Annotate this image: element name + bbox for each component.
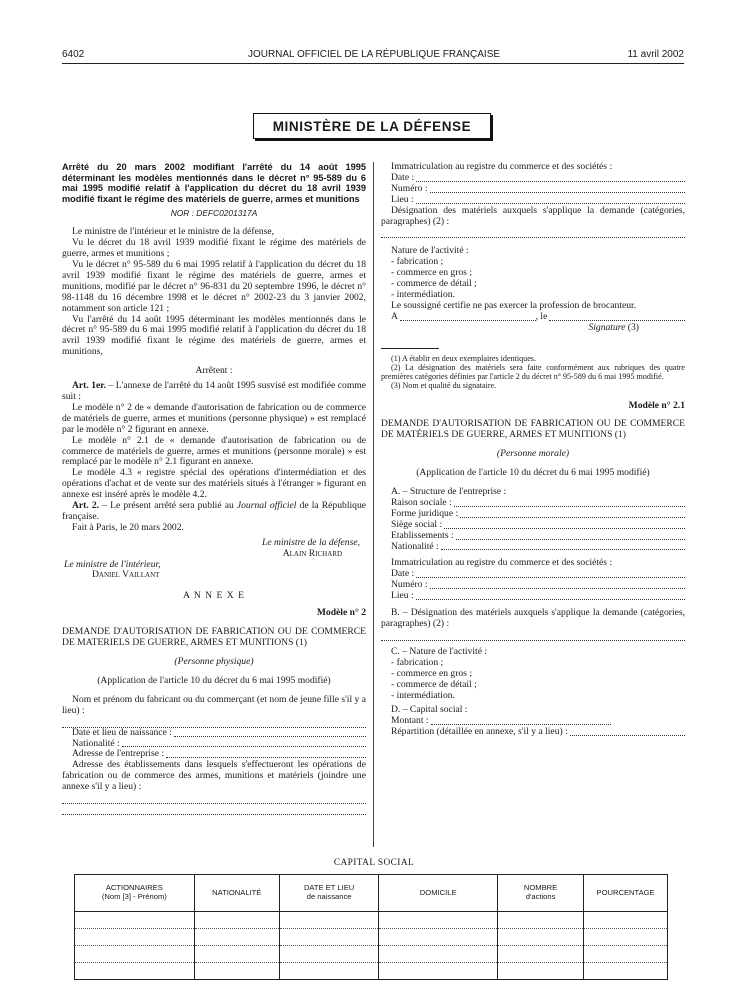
- form-2-1-nationalite-field: [441, 549, 685, 550]
- form-2-date-label: Date :: [391, 171, 415, 183]
- form-2-1-date-label: Date :: [391, 568, 415, 580]
- form-2-activite-gros: - commerce en gros ;: [391, 267, 472, 279]
- form-2-1-structure-label: A. – Structure de l'entreprise :: [391, 486, 507, 498]
- footnote-3: (3) Nom et qualité du signataire.: [391, 381, 497, 391]
- form-2-nationalite-label: Nationalité :: [72, 737, 120, 749]
- fait-a-paris: Fait à Paris, le 20 mars 2002.: [72, 521, 184, 533]
- form-2-1-raison-label: Raison sociale :: [391, 496, 452, 508]
- article-1-label: Art. 1er.: [72, 380, 107, 392]
- form-2-numero-label: Numéro :: [391, 182, 428, 194]
- form-2-1-montant-field: [431, 724, 611, 725]
- form-2-1-designation-label: B. – Désignation des matériels auxquels s'applique la demande (catégories, paragraphes) (2) :: [381, 607, 685, 629]
- article-1: Art. 1er. – L'annexe de l'arrêté du 14 août 1995 susvisé est modifiée comme suit :: [62, 380, 366, 402]
- form-2-1-activite-fabrication: - fabrication ;: [391, 656, 444, 668]
- form-2-activite-fabrication: - fabrication ;: [391, 256, 444, 268]
- form-2-1-montant-label: Montant :: [391, 715, 429, 727]
- form-2-1-lieu-label: Lieu :: [391, 590, 414, 602]
- col-domicile: DOMICILE: [379, 875, 498, 912]
- table-row: [75, 912, 668, 929]
- form-2-activite-detail: - commerce de détail ;: [391, 278, 477, 290]
- form-2-nom-label: Nom et prénom du fabricant ou du commerçant (et nom de jeune fille s'il y a lieu) :: [62, 693, 366, 716]
- issue-date: 11 avril 2002: [627, 49, 684, 60]
- form-2-immat-label: Immatriculation au registre du commerce et des sociétés :: [391, 161, 613, 172]
- journal-title: JOURNAL OFFICIEL DE LA RÉPUBLIQUE FRANÇAISE: [247, 49, 501, 60]
- form-2-date-lieu-field: [174, 736, 366, 737]
- decree-title: Arrêté du 20 mars 2002 modifiant l'arrêté du 14 août 1995 déterminant les modèles mentionnés dans le décret n° 95-589 du 6 mai 1995 modifié relatif à l'application du décret du 18 avril 1939 modifié fixant le régime des matériels de guerre, armes et munitions: [62, 162, 366, 204]
- form-2-designation-label: Désignation des matériels auxquels s'applique la demande (catégories, paragraphes) (2) :: [381, 204, 685, 227]
- form-2-1-forme-label: Forme juridique :: [391, 507, 459, 519]
- form-2-1-nature-label: C. – Nature de l'activité :: [391, 645, 488, 657]
- form-2-etablissements-label: Adresse des établissements dans lesquels s'effectueront les opérations de fabrication ou de commerce des armes, munitions et matériels (joindre une annexe s'il y a lieu) :: [62, 759, 366, 793]
- article-2-label: Art. 2.: [72, 500, 100, 512]
- form-2-nature-label: Nature de l'activité :: [391, 245, 469, 257]
- form-2-a-field: [400, 320, 536, 321]
- col-actionnaires: ACTIONNAIRES (Nom [3] - Prénom): [75, 875, 195, 912]
- preamble-vu-arrete-1995: Vu l'arrêté du 14 août 1995 déterminant les modèles mentionnés dans le décret n° 95-589 du 6 mai 1995 modifié relatif à l'application du décret du 18 avril 1939 modifié fixant le régime des matériels de guerre, armes et munitions,: [62, 313, 366, 358]
- form-2-1-date-field: [416, 577, 685, 578]
- capital-header-row: [75, 875, 668, 912]
- article-1-modele-4-3: Le modèle 4.3 « registre spécial des opérations d'intermédiation et des opérations d'achat et de vente sur des matériels situés à l'étranger » figurant en annexe est inséré après le modèle 4.2.: [62, 467, 366, 501]
- right-column: [381, 162, 685, 738]
- form-2-a-label: A: [391, 310, 398, 322]
- form-2-1-raison-field: [454, 506, 685, 507]
- capital-social-table: [74, 874, 668, 980]
- article-1-modele-2: Le modèle n° 2 de « demande d'autorisation de fabrication ou de commerce de matériels de guerre, armes et munitions (personne physique) » est remplacé par le modèle n° 2 figurant en annexe.: [62, 401, 366, 435]
- form-2-lieu-field: [416, 203, 685, 204]
- form-2-date-lieu-label: Date et lieu de naissance :: [72, 726, 172, 738]
- form-2-designation-field: [381, 227, 685, 238]
- form-2-1-designation-field: [381, 630, 685, 641]
- form-2-signature-label: Signature: [588, 321, 626, 333]
- col-nationalite: NATIONALITÉ: [194, 875, 279, 912]
- signature-defense-name: Alain Richard: [282, 547, 342, 559]
- form-2-1-siege-label: Siège social :: [391, 518, 443, 530]
- capital-social-title: CAPITAL SOCIAL: [333, 858, 415, 868]
- form-2-1-lieu-field: [416, 599, 685, 600]
- arretent: Arrêtent :: [195, 365, 233, 377]
- preamble-vu-95-589: Vu le décret n° 95-589 du 6 mai 1995 relatif à l'application du décret du 18 avril 1939 modifié fixant le régime des matériels de guerre, armes et munitions, modifié par le décret n° 96-831 du 20 septembre 1996, le décret n° 98-1148 du 16 décembre 1998 et le décret n° 2002-23 du 3 janvier 2002, notamment son article 121 ;: [62, 259, 366, 314]
- ministry-title: MINISTÈRE DE LA DÉFENSE: [272, 118, 472, 134]
- form-2-personne: (Personne physique): [174, 656, 254, 667]
- form-2-nationalite-field: [122, 746, 366, 747]
- signature-interieur-name: Daniel Vaillant: [92, 569, 160, 581]
- table-row: [75, 963, 668, 980]
- signature-defense-title: Le ministre de la défense,: [262, 536, 360, 548]
- form-2-le-label: , le: [535, 310, 548, 322]
- page-number: 6402: [62, 49, 85, 60]
- annexe-heading: A N N E X E: [183, 590, 245, 602]
- footnote-rule: [381, 348, 439, 349]
- form-2-le-field: [549, 320, 685, 321]
- form-2-certification: Le soussigné certifie ne pas exercer la profession de brocanteur.: [391, 299, 637, 311]
- form-2-1-repartition-field: [570, 735, 685, 736]
- form-2-1-application: (Application de l'article 10 du décret du 6 mai 1995 modifié): [416, 467, 650, 479]
- form-2-lieu-label: Lieu :: [391, 193, 414, 205]
- form-2-1-forme-field: [460, 517, 685, 518]
- col-pourcentage: POURCENTAGE: [584, 875, 668, 912]
- signature-interieur-title: Le ministre de l'intérieur,: [64, 558, 161, 570]
- form-2-adresse-field: [166, 757, 366, 758]
- table-row: [75, 929, 668, 946]
- modele-2-1-label: Modèle n° 2.1: [628, 399, 685, 411]
- preamble-ministers: Le ministre de l'intérieur et le ministre de la défense,: [72, 226, 275, 238]
- form-2-1-title: DEMANDE D'AUTORISATION DE FABRICATION OU DE COMMERCE DE MATÉRIELS DE GUERRE, ARMES ET MUNITIONS (1): [381, 418, 685, 441]
- header-rule: [62, 63, 684, 64]
- form-2-adresse-label: Adresse de l'entreprise :: [72, 748, 165, 760]
- ministry-banner: [253, 113, 491, 139]
- form-2-1-personne: (Personne morale): [496, 448, 570, 460]
- form-2-1-numero-label: Numéro :: [391, 579, 428, 591]
- form-2-signature: Signature (3): [588, 321, 639, 333]
- form-2-1-immat-label: Immatriculation au registre du commerce et des sociétés :: [391, 557, 613, 569]
- left-column: [62, 162, 366, 815]
- form-2-1-repartition-label: Répartition (détaillée en annexe, s'il y a lieu) :: [391, 726, 568, 738]
- form-2-title: DEMANDE D'AUTORISATION DE FABRICATION OU DE COMMERCE DE MATERIELS DE GUERRE, ARMES ET MUNITIONS (1): [62, 626, 366, 649]
- form-2-etablissements-field-1: [62, 793, 366, 804]
- form-2-application: (Application de l'article 10 du décret du 6 mai 1995 modifié): [97, 674, 331, 686]
- form-2-1-siege-field: [444, 528, 685, 529]
- footnotes: [381, 354, 685, 391]
- footnote-2: (2) La désignation des matériels sera faite conformément aux rubriques des quatre premières catégories définies par l'article 2 du décret n° 95-589 du 6 mai 1995 modifié.: [381, 362, 685, 382]
- modele-2-label: Modèle n° 2: [316, 607, 366, 619]
- preamble-vu-1939: Vu le décret du 18 avril 1939 modifié fixant le régime des matériels de guerre, armes et munitions ;: [62, 237, 366, 260]
- form-2-1-etablissements-label: Etablissements :: [391, 529, 454, 541]
- table-row: [75, 946, 668, 963]
- form-2-nom-field: [62, 717, 366, 728]
- column-divider: [373, 162, 374, 847]
- col-nombre-actions: NOMBRE d'actions: [497, 875, 583, 912]
- form-2-1-etablissements-field: [456, 539, 685, 540]
- form-2-1-numero-field: [430, 588, 685, 589]
- form-2-numero-field: [430, 192, 685, 193]
- form-2-1-nationalite-label: Nationalité :: [391, 540, 439, 552]
- form-2-1-activite-gros: - commerce en gros ;: [391, 667, 472, 679]
- nor-reference: NOR : DEFC0201317A: [170, 208, 258, 219]
- form-2-etablissements-field-2: [62, 804, 366, 815]
- article-1-modele-2-1: Le modèle n° 2.1 de « demande d'autorisation de fabrication ou de commerce de matériels de guerre, armes et munitions (personne morale) » est remplacé par le modèle n° 2.1 figurant en annexe.: [62, 434, 366, 468]
- article-2: Art. 2. – Le présent arrêté sera publié au Journal officiel de la République française.: [62, 500, 366, 522]
- col-date-lieu: DATE ET LIEU de naissance: [279, 875, 379, 912]
- form-2-1-activite-detail: - commerce de détail ;: [391, 678, 477, 690]
- form-2-activite-intermediation: - intermédiation.: [391, 289, 455, 301]
- form-2-date-field: [416, 181, 685, 182]
- footnote-1: (1) A établir en deux exemplaires identiques.: [391, 353, 536, 363]
- form-2-1-capital-label: D. – Capital social :: [391, 704, 468, 716]
- form-2-1-activite-intermediation: - intermédiation.: [391, 689, 455, 701]
